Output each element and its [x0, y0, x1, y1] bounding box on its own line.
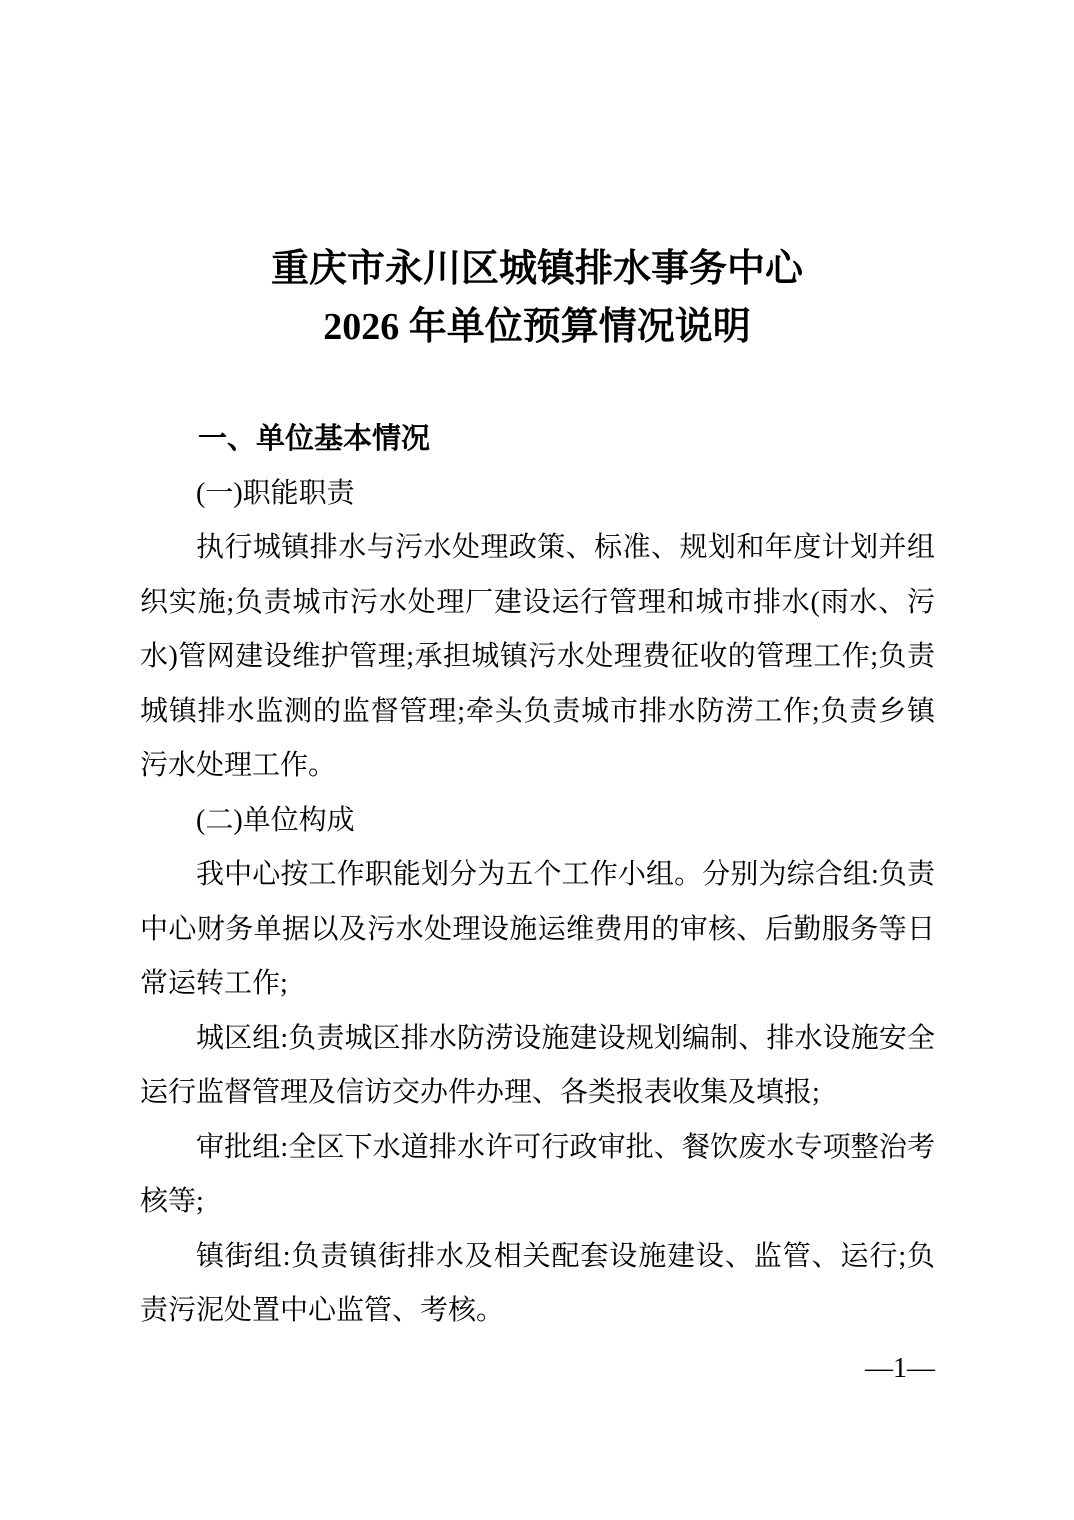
paragraph-duties: 执行城镇排水与污水处理政策、标准、规划和年度计划并组织实施;负责城市污水处理厂建设运行管理和城市排水(雨水、污水)管网建设维护管理;承担城镇污水处理费征收的管理工作;负责城镇排水监测的监督管理;牵头负责城市排水防涝工作;负责乡镇污水处理工作。 — [140, 532, 935, 781]
section-heading-basic-info: 一、单位基本情况 — [198, 423, 431, 455]
document-body — [140, 412, 935, 1339]
paragraph-township-group: 镇街组:负责镇街排水及相关配套设施建设、监管、运行;负责污泥处置中心监管、考核。 — [140, 1240, 935, 1326]
paragraph-composition-general: 我中心按工作职能划分为五个工作小组。分别为综合组:负责中心财务单据以及污水处理设施运维费用的审核、后勤服务等日常运转工作; — [140, 859, 935, 999]
document-title-line1: 重庆市永川区城镇排水事务中心 — [270, 248, 803, 290]
document-title-line2: 2026 年单位预算情况说明 — [323, 306, 751, 348]
paragraph-approval-group: 审批组:全区下水道排水许可行政审批、餐饮废水专项整治考核等; — [140, 1131, 935, 1217]
page-number: —1— — [865, 1353, 935, 1384]
subsection-heading-duties: (一)职能职责 — [196, 477, 355, 509]
paragraph-urban-group: 城区组:负责城区排水防涝设施建设规划编制、排水设施安全运行监督管理及信访交办件办理、各类报表收集及填报; — [140, 1022, 935, 1108]
subsection-heading-composition: (二)单位构成 — [196, 804, 355, 836]
document-title — [0, 0, 1074, 356]
